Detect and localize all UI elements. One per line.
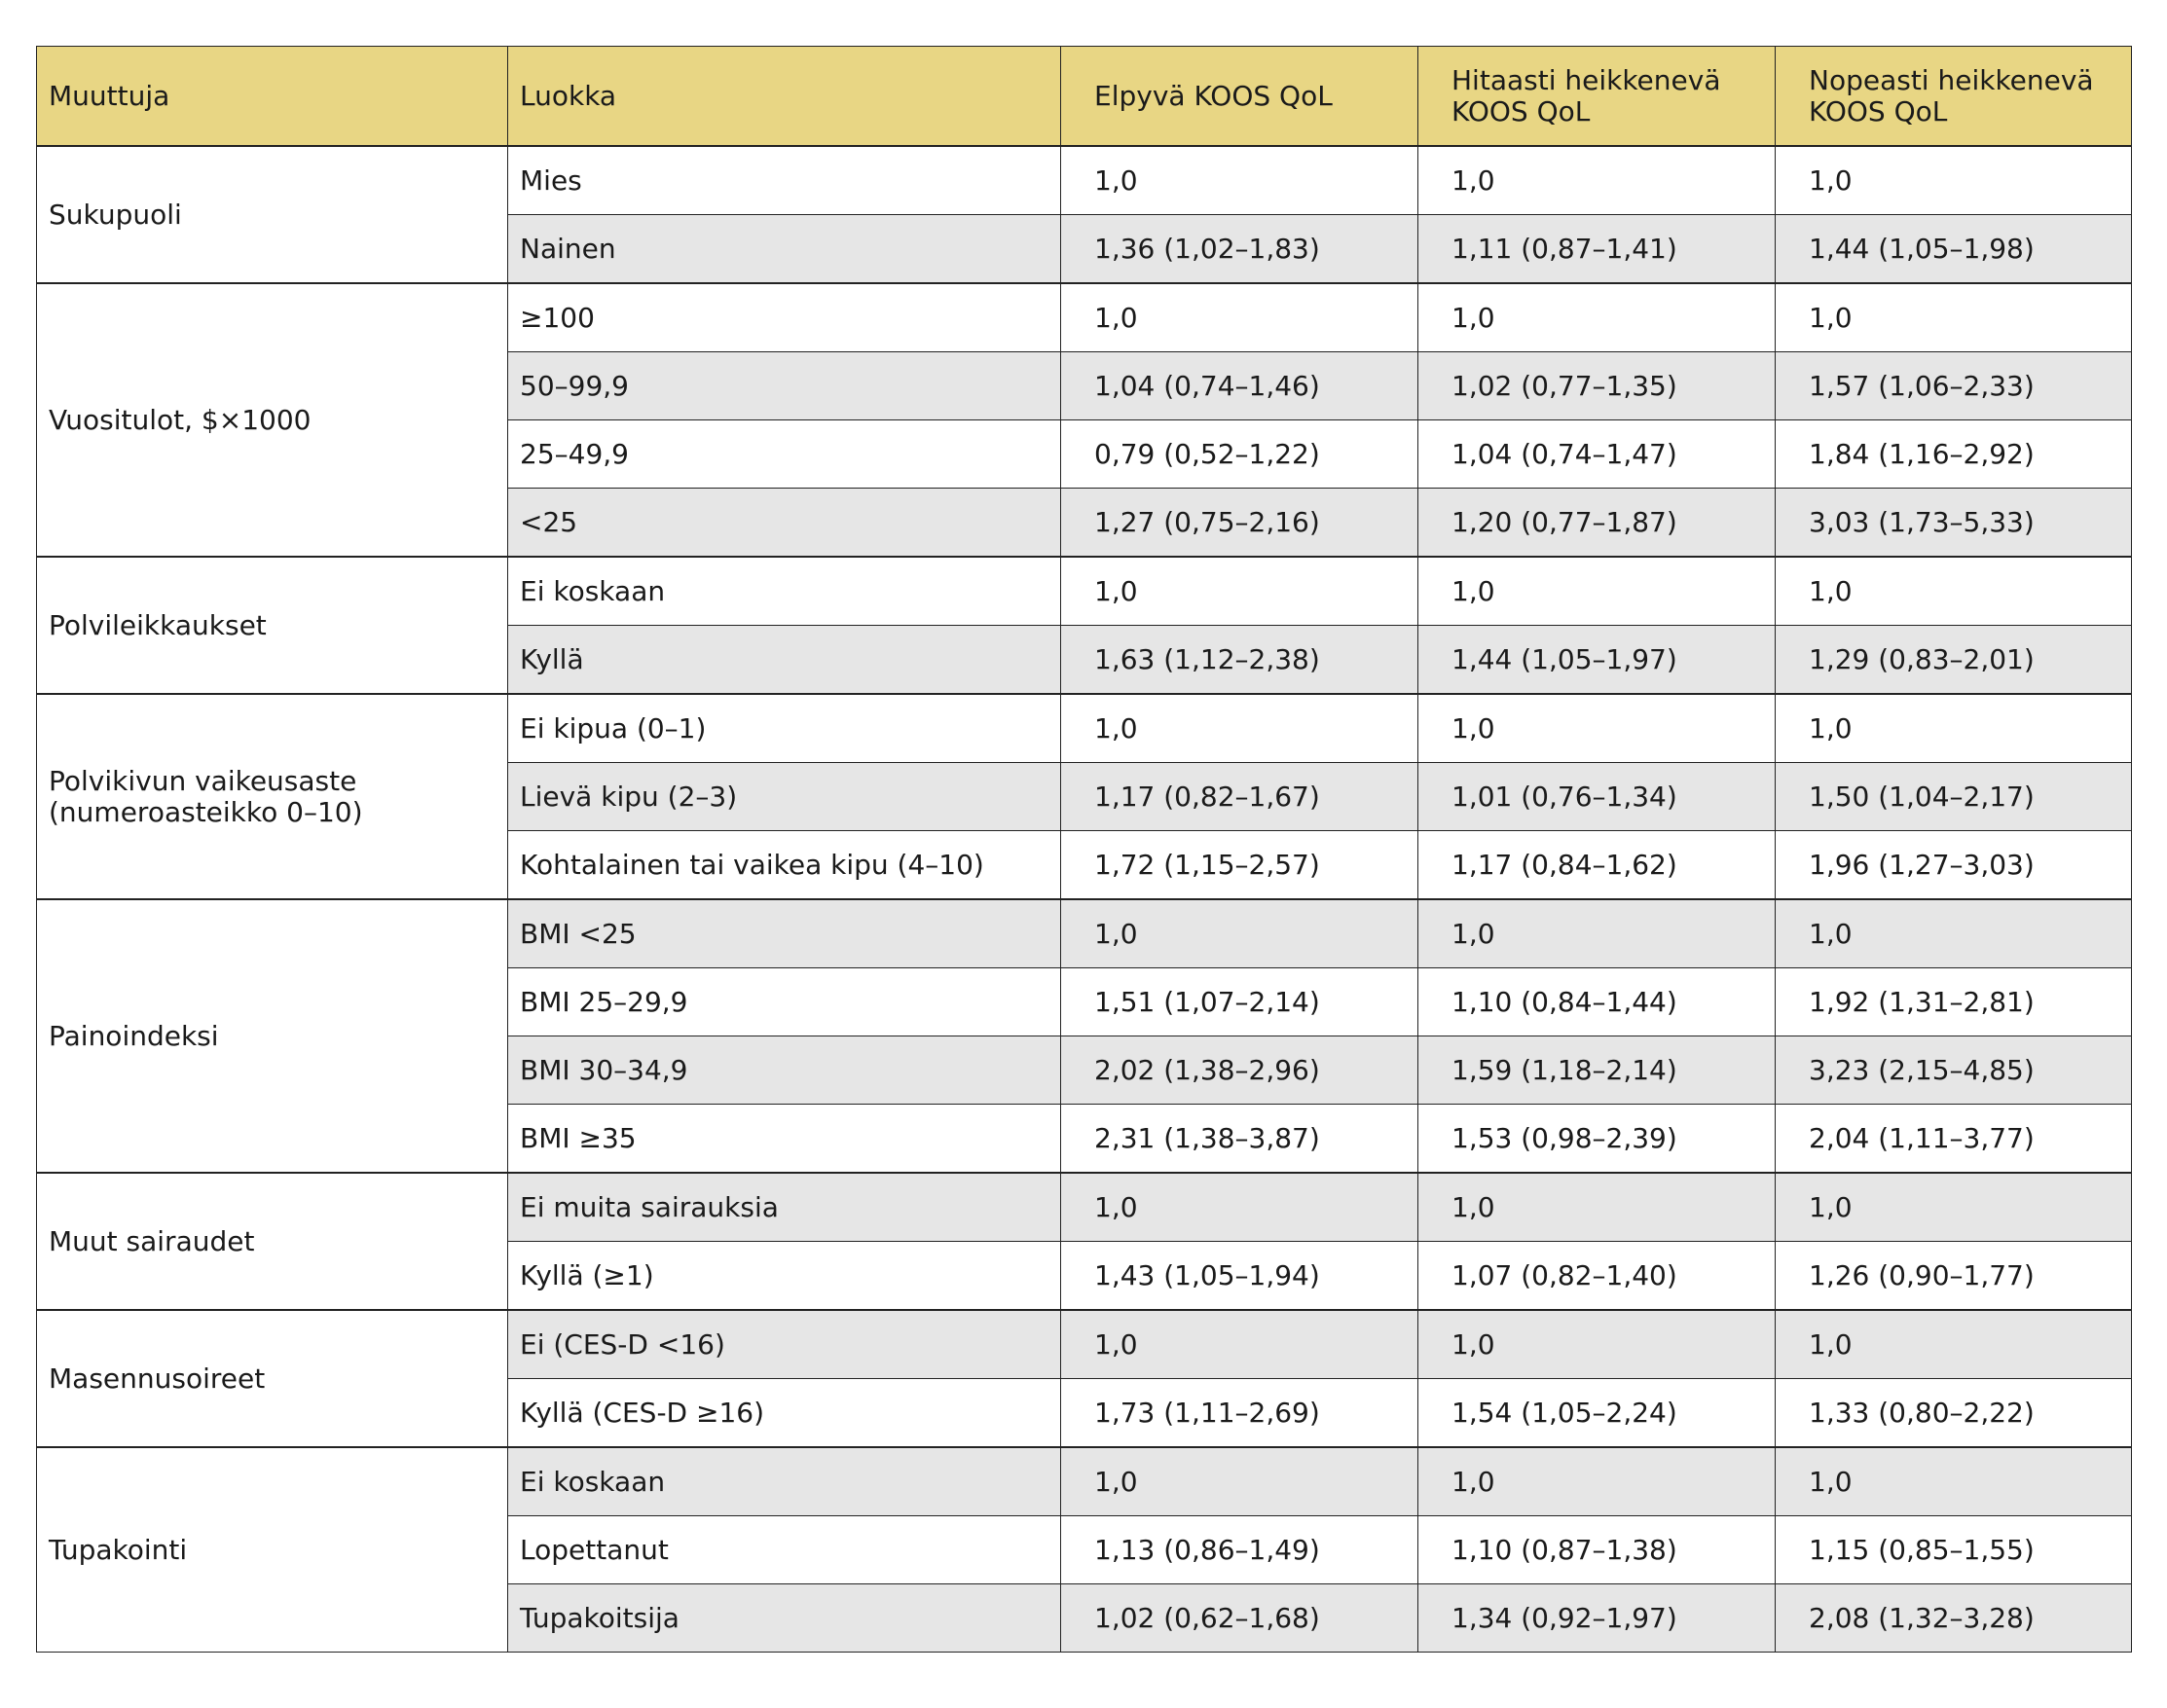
category-cell: BMI <25 [508, 899, 1061, 968]
variable-cell: Polvikivun vaikeusaste (numeroasteikko 0–10) [37, 694, 508, 899]
slow-decline-value-cell: 1,01 (0,76–1,34) [1418, 763, 1776, 831]
category-cell: Kohtalainen tai vaikea kipu (4–10) [508, 831, 1061, 900]
category-cell: Kyllä (≥1) [508, 1242, 1061, 1311]
fast-decline-value-cell: 1,26 (0,90–1,77) [1776, 1242, 2132, 1311]
table-row [37, 1447, 2132, 1516]
slow-decline-value-cell: 1,04 (0,74–1,47) [1418, 420, 1776, 489]
variable-cell: Tupakointi [37, 1447, 508, 1653]
category-cell: Kyllä [508, 626, 1061, 695]
recovering-value-cell: 1,04 (0,74–1,46) [1061, 352, 1418, 420]
category-cell: BMI 25–29,9 [508, 968, 1061, 1036]
slow-decline-value-cell: 1,11 (0,87–1,41) [1418, 215, 1776, 284]
table-row [37, 899, 2132, 968]
slow-decline-value-cell: 1,20 (0,77–1,87) [1418, 489, 1776, 558]
slow-decline-value-cell: 1,0 [1418, 1447, 1776, 1516]
fast-decline-value-cell: 1,0 [1776, 146, 2132, 215]
fast-decline-value-cell: 2,04 (1,11–3,77) [1776, 1105, 2132, 1174]
recovering-value-cell: 2,02 (1,38–2,96) [1061, 1036, 1418, 1105]
recovering-value-cell: 1,02 (0,62–1,68) [1061, 1584, 1418, 1653]
fast-decline-value-cell: 1,96 (1,27–3,03) [1776, 831, 2132, 900]
variable-cell: Painoindeksi [37, 899, 508, 1173]
category-cell: BMI ≥35 [508, 1105, 1061, 1174]
header-category: Luokka [508, 47, 1061, 147]
recovering-value-cell: 1,0 [1061, 557, 1418, 626]
fast-decline-value-cell: 1,44 (1,05–1,98) [1776, 215, 2132, 284]
fast-decline-value-cell: 1,0 [1776, 694, 2132, 763]
recovering-value-cell: 1,0 [1061, 1310, 1418, 1379]
fast-decline-value-cell: 3,03 (1,73–5,33) [1776, 489, 2132, 558]
recovering-value-cell: 1,0 [1061, 146, 1418, 215]
table-row [37, 1310, 2132, 1379]
table-header [37, 47, 2132, 147]
fast-decline-value-cell: 1,50 (1,04–2,17) [1776, 763, 2132, 831]
table-row [37, 557, 2132, 626]
category-cell: Ei koskaan [508, 557, 1061, 626]
slow-decline-value-cell: 1,54 (1,05–2,24) [1418, 1379, 1776, 1448]
header-recovering: Elpyvä KOOS QoL [1061, 47, 1418, 147]
fast-decline-value-cell: 2,08 (1,32–3,28) [1776, 1584, 2132, 1653]
category-cell: Tupakoitsija [508, 1584, 1061, 1653]
slow-decline-value-cell: 1,0 [1418, 283, 1776, 352]
variable-cell: Muut sairaudet [37, 1173, 508, 1310]
slow-decline-value-cell: 1,17 (0,84–1,62) [1418, 831, 1776, 900]
table-row [37, 694, 2132, 763]
recovering-value-cell: 2,31 (1,38–3,87) [1061, 1105, 1418, 1174]
fast-decline-value-cell: 1,0 [1776, 899, 2132, 968]
category-cell: Mies [508, 146, 1061, 215]
header-row [37, 47, 2132, 147]
category-cell: Ei koskaan [508, 1447, 1061, 1516]
recovering-value-cell: 1,63 (1,12–2,38) [1061, 626, 1418, 695]
category-cell: ≥100 [508, 283, 1061, 352]
risk-factor-table [36, 46, 2132, 1653]
fast-decline-value-cell: 1,29 (0,83–2,01) [1776, 626, 2132, 695]
recovering-value-cell: 1,0 [1061, 283, 1418, 352]
table-body [37, 146, 2132, 1653]
header-slow-decline: Hitaasti heikkenevä KOOS QoL [1418, 47, 1776, 147]
header-fast-decline: Nopeasti heikkenevä KOOS QoL [1776, 47, 2132, 147]
category-cell: BMI 30–34,9 [508, 1036, 1061, 1105]
fast-decline-value-cell: 1,0 [1776, 283, 2132, 352]
recovering-value-cell: 1,43 (1,05–1,94) [1061, 1242, 1418, 1311]
category-cell: Lopettanut [508, 1516, 1061, 1584]
variable-cell: Sukupuoli [37, 146, 508, 283]
fast-decline-value-cell: 1,0 [1776, 1310, 2132, 1379]
table-row [37, 1173, 2132, 1242]
recovering-value-cell: 1,0 [1061, 899, 1418, 968]
risk-table-container [36, 46, 2131, 1653]
recovering-value-cell: 1,13 (0,86–1,49) [1061, 1516, 1418, 1584]
category-cell: Ei kipua (0–1) [508, 694, 1061, 763]
variable-cell: Vuositulot, $×1000 [37, 283, 508, 557]
recovering-value-cell: 1,73 (1,11–2,69) [1061, 1379, 1418, 1448]
recovering-value-cell: 1,51 (1,07–2,14) [1061, 968, 1418, 1036]
slow-decline-value-cell: 1,59 (1,18–2,14) [1418, 1036, 1776, 1105]
fast-decline-value-cell: 1,0 [1776, 557, 2132, 626]
category-cell: 50–99,9 [508, 352, 1061, 420]
category-cell: 25–49,9 [508, 420, 1061, 489]
table-row [37, 146, 2132, 215]
category-cell: <25 [508, 489, 1061, 558]
recovering-value-cell: 1,0 [1061, 694, 1418, 763]
variable-cell: Masennusoireet [37, 1310, 508, 1447]
fast-decline-value-cell: 1,33 (0,80–2,22) [1776, 1379, 2132, 1448]
slow-decline-value-cell: 1,0 [1418, 146, 1776, 215]
slow-decline-value-cell: 1,0 [1418, 899, 1776, 968]
slow-decline-value-cell: 1,53 (0,98–2,39) [1418, 1105, 1776, 1174]
slow-decline-value-cell: 1,0 [1418, 1173, 1776, 1242]
fast-decline-value-cell: 1,0 [1776, 1447, 2132, 1516]
slow-decline-value-cell: 1,44 (1,05–1,97) [1418, 626, 1776, 695]
recovering-value-cell: 1,0 [1061, 1173, 1418, 1242]
recovering-value-cell: 1,0 [1061, 1447, 1418, 1516]
slow-decline-value-cell: 1,0 [1418, 694, 1776, 763]
fast-decline-value-cell: 1,84 (1,16–2,92) [1776, 420, 2132, 489]
recovering-value-cell: 1,72 (1,15–2,57) [1061, 831, 1418, 900]
recovering-value-cell: 1,27 (0,75–2,16) [1061, 489, 1418, 558]
fast-decline-value-cell: 1,0 [1776, 1173, 2132, 1242]
slow-decline-value-cell: 1,10 (0,84–1,44) [1418, 968, 1776, 1036]
recovering-value-cell: 1,36 (1,02–1,83) [1061, 215, 1418, 284]
fast-decline-value-cell: 3,23 (2,15–4,85) [1776, 1036, 2132, 1105]
slow-decline-value-cell: 1,34 (0,92–1,97) [1418, 1584, 1776, 1653]
fast-decline-value-cell: 1,57 (1,06–2,33) [1776, 352, 2132, 420]
slow-decline-value-cell: 1,07 (0,82–1,40) [1418, 1242, 1776, 1311]
category-cell: Ei (CES-D <16) [508, 1310, 1061, 1379]
recovering-value-cell: 0,79 (0,52–1,22) [1061, 420, 1418, 489]
category-cell: Kyllä (CES-D ≥16) [508, 1379, 1061, 1448]
category-cell: Ei muita sairauksia [508, 1173, 1061, 1242]
recovering-value-cell: 1,17 (0,82–1,67) [1061, 763, 1418, 831]
category-cell: Nainen [508, 215, 1061, 284]
slow-decline-value-cell: 1,02 (0,77–1,35) [1418, 352, 1776, 420]
header-variable: Muuttuja [37, 47, 508, 147]
table-row [37, 283, 2132, 352]
slow-decline-value-cell: 1,0 [1418, 1310, 1776, 1379]
variable-cell: Polvileikkaukset [37, 557, 508, 694]
slow-decline-value-cell: 1,0 [1418, 557, 1776, 626]
fast-decline-value-cell: 1,15 (0,85–1,55) [1776, 1516, 2132, 1584]
category-cell: Lievä kipu (2–3) [508, 763, 1061, 831]
slow-decline-value-cell: 1,10 (0,87–1,38) [1418, 1516, 1776, 1584]
fast-decline-value-cell: 1,92 (1,31–2,81) [1776, 968, 2132, 1036]
